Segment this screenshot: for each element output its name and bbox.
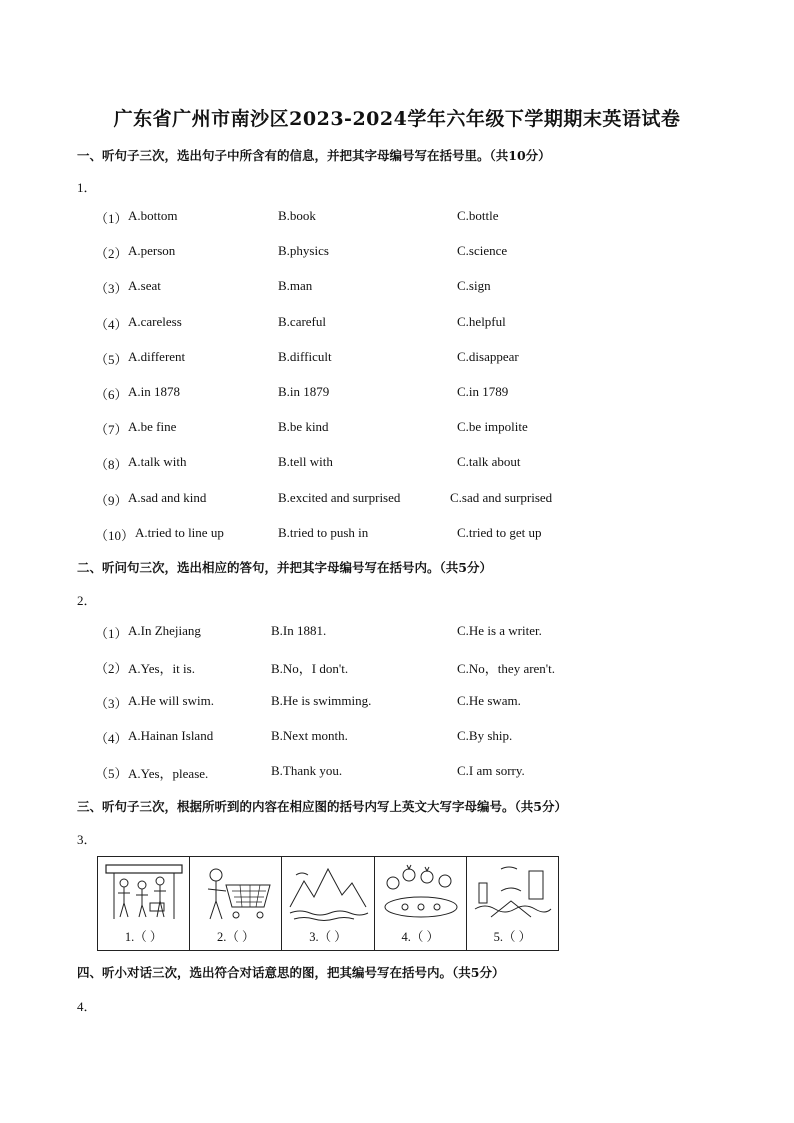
option-a: A.In Zhejiang <box>128 623 201 638</box>
option-a: A.talk with <box>128 454 187 470</box>
option-a: A.He will swim. <box>128 693 214 708</box>
option-c: C.sad and surprised <box>450 489 553 505</box>
option-c: C.I am sorry. <box>457 763 525 778</box>
item-number: （5） <box>95 766 128 781</box>
option-a: A.seat <box>128 278 161 294</box>
option-c: C.talk about <box>457 454 521 470</box>
option-c: C.By ship. <box>457 728 513 743</box>
page-title: 广东省广州市南沙区2023-2024学年六年级下学期期末英语试卷 <box>113 108 681 130</box>
question-1-number: 1． <box>77 180 97 195</box>
item-number: （1） <box>95 211 128 226</box>
option-row <box>0 728 794 746</box>
item-number: （4） <box>95 731 128 746</box>
option-a: A.be fine <box>128 419 177 435</box>
option-c: C.tried to get up <box>457 524 542 540</box>
option-b: B.be kind <box>278 419 329 435</box>
option-c: C.science <box>457 243 508 259</box>
item-number: （9） <box>95 492 128 508</box>
item-number: （8） <box>95 457 128 473</box>
option-b: B.tried to push in <box>278 524 369 540</box>
option-a: A.Hainan Island <box>128 728 214 743</box>
option-b: B.No，I don't. <box>271 661 349 676</box>
option-row <box>0 349 794 367</box>
option-row <box>0 763 794 781</box>
option-c: C.sign <box>457 278 491 294</box>
item-number: （5） <box>95 351 128 367</box>
option-a: A.different <box>128 348 186 364</box>
item-number: （7） <box>95 422 128 438</box>
question-4-number: 4． <box>77 999 97 1014</box>
option-row <box>0 314 794 332</box>
option-a: A.bottom <box>128 208 178 223</box>
option-b: B.In 1881. <box>271 623 327 638</box>
option-b: B.difficult <box>278 348 332 364</box>
section-1-heading: 一、听句子三次，选出句子中所含有的信息，并把其字母编号写在括号里。（共10分） <box>77 148 551 163</box>
option-b: B.Thank you. <box>271 763 343 778</box>
option-row <box>0 525 794 543</box>
question-2-number: 2． <box>77 593 97 608</box>
option-c: C.He swam. <box>457 693 521 708</box>
bus-passengers-icon <box>102 861 186 923</box>
option-row <box>0 693 794 711</box>
picture-5-label: 5.（ ） <box>493 930 532 944</box>
item-number: （3） <box>95 281 128 297</box>
item-number: （2） <box>95 246 128 262</box>
question-3-number: 3． <box>77 832 97 847</box>
option-row <box>0 243 794 261</box>
option-b: B.Next month. <box>271 728 348 743</box>
item-number: （3） <box>95 696 128 711</box>
section-3-heading: 三、听句子三次，根据所听到的内容在相应图的括号内写上英文大写字母编号。（共5分） <box>77 799 567 814</box>
shopping-cart-icon <box>194 861 278 923</box>
option-b: B.careful <box>278 313 327 329</box>
picture-3-label: 3.（ ） <box>309 930 347 944</box>
option-b: B.in 1879 <box>278 384 330 399</box>
picture-panel-3 <box>282 857 374 950</box>
option-row <box>0 623 794 641</box>
option-row <box>0 208 794 226</box>
option-c: C.in 1789 <box>457 384 509 399</box>
option-row <box>0 278 794 296</box>
option-row <box>0 419 794 437</box>
picture-panel-1 <box>98 857 190 950</box>
option-b: B.tell with <box>278 454 333 470</box>
option-row <box>0 384 794 402</box>
option-b: B.excited and surprised <box>278 489 401 505</box>
section-4-heading: 四、听小对话三次，选出符合对话意思的图，把其编号写在括号内。（共5分） <box>77 965 505 980</box>
option-a: A.careless <box>128 313 182 329</box>
group-dinner-icon <box>379 861 463 923</box>
item-number: （4） <box>95 316 128 332</box>
option-row <box>0 454 794 472</box>
option-c: C.disappear <box>457 348 519 364</box>
picture-2-label: 2.（ ） <box>217 930 255 944</box>
picture-panel-2 <box>190 857 282 950</box>
option-a: A.Yes，it is. <box>128 661 195 676</box>
option-a: A.tried to line up <box>135 524 224 540</box>
option-b: B.man <box>278 278 313 294</box>
option-a: A.person <box>128 243 176 259</box>
mountains-icon <box>286 861 370 923</box>
option-b: B.book <box>278 208 316 223</box>
option-row <box>0 490 794 508</box>
option-c: C.helpful <box>457 313 506 329</box>
option-c: C.be impolite <box>457 419 528 435</box>
option-b: B.He is swimming. <box>271 693 372 708</box>
option-c: C.No，they aren't. <box>457 661 556 676</box>
city-river-icon <box>471 861 555 923</box>
option-c: C.bottle <box>457 208 499 223</box>
picture-strip <box>97 856 559 951</box>
picture-panel-5 <box>467 857 558 950</box>
item-number: （6） <box>95 387 128 402</box>
item-number: （2） <box>95 661 128 676</box>
item-number: （1） <box>95 626 128 641</box>
option-a: A.Yes，please. <box>128 766 209 781</box>
picture-panel-4 <box>375 857 467 950</box>
option-b: B.physics <box>278 243 329 259</box>
option-row <box>0 658 794 676</box>
picture-1-label: 1.（ ） <box>124 930 163 944</box>
option-a: A.sad and kind <box>128 489 207 505</box>
section-2-heading: 二、听问句三次，选出相应的答句，并把其字母编号写在括号内。（共5分） <box>77 560 492 575</box>
picture-4-label: 4.（ ） <box>401 930 439 944</box>
item-number: （10） <box>95 527 135 543</box>
option-c: C.He is a writer. <box>457 623 542 638</box>
option-a: A.in 1878 <box>128 384 180 399</box>
